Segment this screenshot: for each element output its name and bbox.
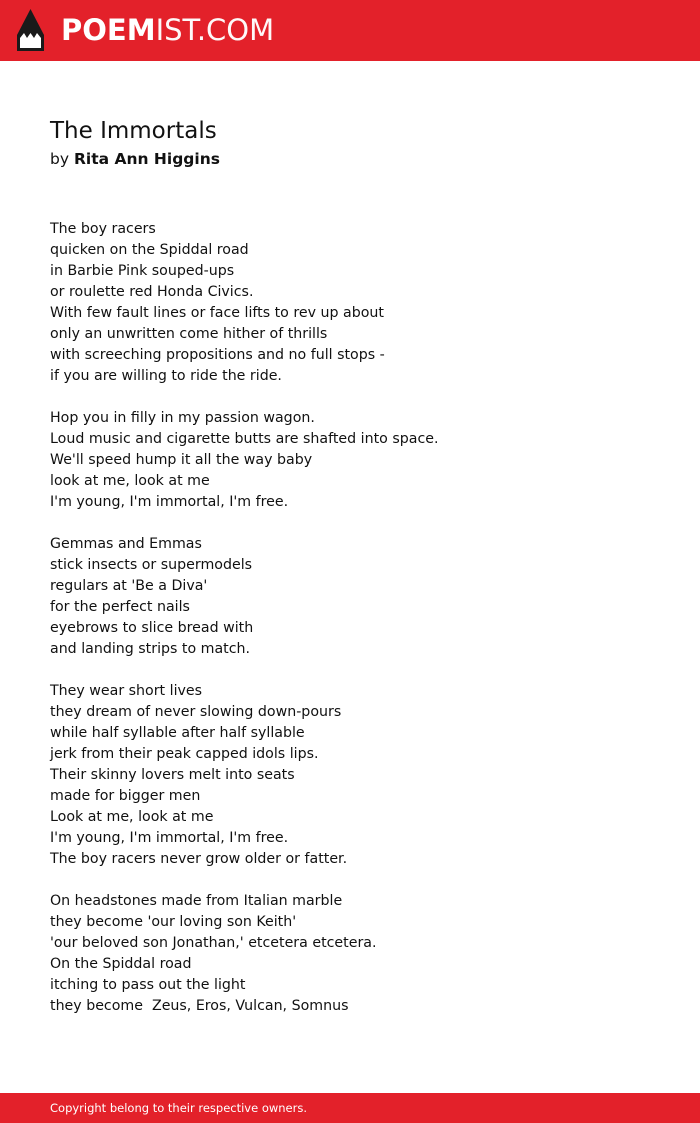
- poem-stanza: [50, 219, 650, 387]
- logo-light-text: IST.COM: [155, 13, 275, 47]
- poem-author: Rita Ann Higgins: [73, 150, 220, 168]
- poem-line: they dream of never slowing down-pours: [50, 704, 342, 720]
- poem-byline: [50, 148, 220, 170]
- pencil-tip-icon[interactable]: [17, 9, 44, 51]
- poem-line: itching to pass out the light: [50, 977, 246, 993]
- poem-line: I'm young, I'm immortal, I'm free.: [50, 830, 289, 846]
- poem-line: only an unwritten come hither of thrills: [50, 326, 328, 342]
- poem-line: and landing strips to match.: [50, 641, 251, 657]
- poem-line: On the Spiddal road: [50, 956, 192, 972]
- poem-body: [50, 219, 650, 1038]
- poem-line: Their skinny lovers melt into seats: [50, 767, 295, 783]
- poem-line: Look at me, look at me: [50, 809, 214, 825]
- site-logo[interactable]: [61, 11, 274, 49]
- poem-line: made for bigger men: [50, 788, 201, 804]
- poem-line: if you are willing to ride the ride.: [50, 368, 282, 384]
- poem-line: Gemmas and Emmas: [50, 536, 202, 552]
- site-header: [0, 0, 700, 61]
- poem-line: 'our beloved son Jonathan,' etcetera etcetera.: [50, 935, 377, 951]
- poem-line: The boy racers never grow older or fatter.: [50, 851, 348, 867]
- poem-line: while half syllable after half syllable: [50, 725, 305, 741]
- poem-title: The Immortals: [50, 118, 217, 144]
- poem-line: They wear short lives: [50, 683, 203, 699]
- poem-line: The boy racers: [50, 221, 156, 237]
- poem-line: for the perfect nails: [50, 599, 190, 615]
- by-label: by: [50, 150, 70, 168]
- poem-line: regulars at 'Be a Diva': [50, 578, 208, 594]
- poem-line: in Barbie Pink souped-ups: [50, 263, 235, 279]
- poem-line: Hop you in filly in my passion wagon.: [50, 410, 315, 426]
- poem-line: With few fault lines or face lifts to rev up about: [50, 305, 384, 321]
- poem-line: they become 'our loving son Keith': [50, 914, 297, 930]
- poem-stanza: [50, 891, 650, 1017]
- poem-line: Loud music and cigarette butts are shafted into space.: [50, 431, 439, 447]
- poem-line: jerk from their peak capped idols lips.: [50, 746, 319, 762]
- poem-stanza: [50, 681, 650, 870]
- poem-stanza: [50, 408, 650, 513]
- poem-line: they become Zeus, Eros, Vulcan, Somnus: [50, 998, 349, 1014]
- poem-line: quicken on the Spiddal road: [50, 242, 249, 258]
- copyright-text: Copyright belong to their respective owners.: [50, 1101, 308, 1115]
- poem-line: look at me, look at me: [50, 473, 210, 489]
- poem-line: I'm young, I'm immortal, I'm free.: [50, 494, 289, 510]
- poem-line: stick insects or supermodels: [50, 557, 253, 573]
- logo-bold-text: POEM: [61, 13, 156, 47]
- poem-line: On headstones made from Italian marble: [50, 893, 343, 909]
- poem-line: or roulette red Honda Civics.: [50, 284, 254, 300]
- poem-line: with screeching propositions and no full stops -: [50, 347, 385, 363]
- poem-line: We'll speed hump it all the way baby: [50, 452, 313, 468]
- site-footer: [0, 1093, 700, 1123]
- poem-stanza: [50, 534, 650, 660]
- poem-line: eyebrows to slice bread with: [50, 620, 254, 636]
